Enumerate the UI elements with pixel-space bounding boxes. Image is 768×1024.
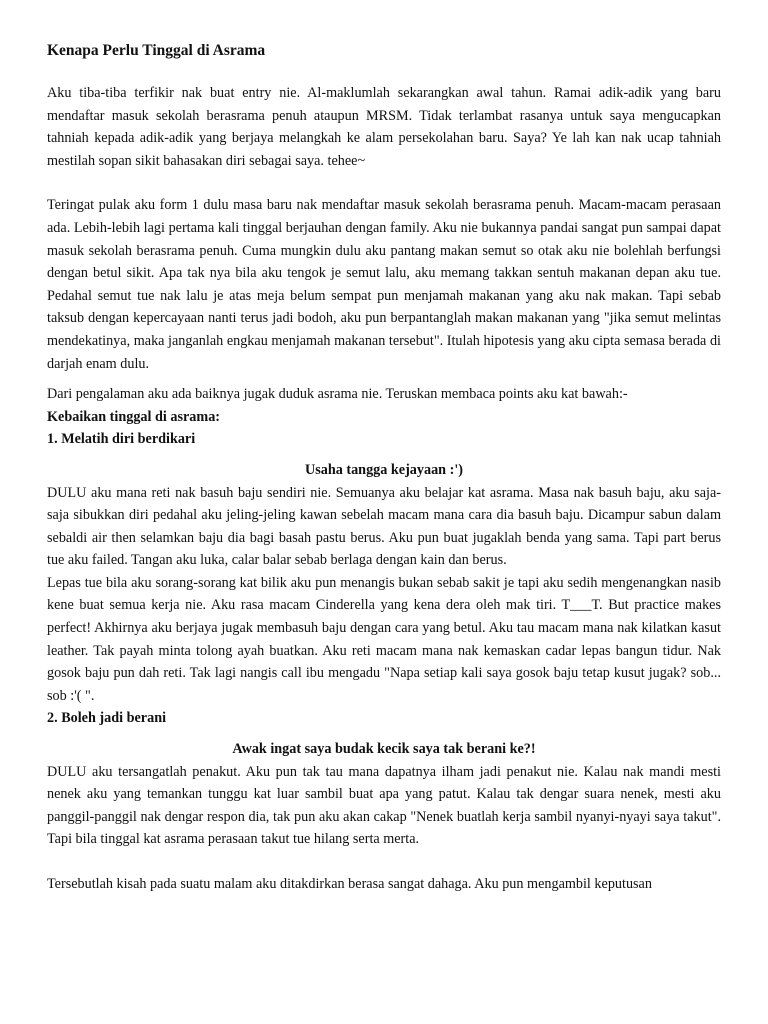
paragraph-spacer bbox=[47, 851, 721, 873]
paragraph-spacer bbox=[47, 375, 721, 383]
paragraph-spacer bbox=[47, 451, 721, 459]
page-title: Kenapa Perlu Tinggal di Asrama bbox=[47, 42, 266, 59]
paragraph-spacer bbox=[47, 172, 721, 194]
point-1-heading: 1. Melatih diri berdikari bbox=[47, 431, 196, 448]
point-1-paragraph-1: DULU aku mana reti nak basuh baju sendiri nie. Semuanya aku belajar kat asrama. Masa nak basuh baju, aku saja-saja sibukkan diri pedahal aku jeling-jeling kawan sebelah macam mana cara dia basuh baju. Dicampur sabun dalam sebaldi air then selamkan baju dia bagi basah pastu berus. Aku pun buat jugaklah benda yang sama. Tapi part berus tue aku failed. Tangan aku luka, calar balar sebab berlaga dengan kain dan berus. bbox=[47, 484, 721, 569]
memory-paragraph: Teringat pulak aku form 1 dulu masa baru nak mendaftar masuk sekolah berasrama penuh. Macam-macam perasaan ada. Lebih-lebih lagi pertama kali tinggal berjauhan dengan family. Aku nie bukannya pandai sangat pun sampai dapat masuk sekolah berasrama penuh. Cuma mungkin dulu aku pantang makan semut so otak aku nie bolehlah berfungsi dengan betul sikit. Apa tak nya bila aku tengok je semut lalu, aku memang takkan sentuh makanan depan aku tue. Pedahal semut tue nak lalu je atas meja belum sempat pun menjamah makanan yang aku nak makan. Tapi sebab taksub dengan kepercayaan nanti terus jadi bodoh, aku pun berpantanglah makan makanan yang "jika semut melintas mendekatinya, maka janganlah engkau menjamah makanan tersebut". Itulah hipotesis yang aku cipta semasa berada di darjah enam dulu. bbox=[47, 197, 721, 372]
experience-paragraph: Dari pengalaman aku ada baiknya jugak duduk asrama nie. Teruskan membaca points aku kat bawah:- bbox=[47, 386, 628, 403]
point-1-subtitle: Usaha tangga kejayaan :') bbox=[304, 461, 464, 478]
benefits-heading: Kebaikan tinggal di asrama: bbox=[47, 408, 221, 425]
point-1-paragraph-2: Lepas tue bila aku sorang-sorang kat bilik aku pun menangis bukan sebab sakit je tapi aku sedih mengenangkan nasib kene buat semua kerja nie. Aku rasa macam Cinderella yang kena dera oleh mak tiri. T___T. But practice makes perfect! Akhirnya aku berjaya jugak membasuh baju dengan cara yang betul. Aku tau macam mana nak kilatkan kasut leather. Tak payah minta tolong ayah buatkan. Aku reti macam mana nak kemaskan cadar lepas bangun tidur. Nak gosok baju pun dah reti. Tak lagi nangis call ibu mengadu "Napa setiap kali saya gosok baju tetap kusut jugak? sob... sob :'( ". bbox=[47, 574, 721, 704]
point-2-subtitle: Awak ingat saya budak kecik saya tak berani ke?! bbox=[232, 741, 536, 758]
intro-paragraph: Aku tiba-tiba terfikir nak buat entry nie. Al-maklumlah sekarangkan awal tahun. Ramai adik-adik yang baru mendaftar masuk sekolah berasrama penuh ataupun MRSM. Tidak terlambat rasanya untuk saya mengucapkan tahniah kepada adik-adik yang berjaya melangkah ke alam persekolahan baru. Saya? Ye lah kan nak ucap tahniah mestilah sopan sikit bahasakan diri sebagai saya. tehee~ bbox=[47, 85, 721, 169]
point-2-paragraph-2: Tersebutlah kisah pada suatu malam aku ditakdirkan berasa sangat dahaga. Aku pun mengambil keputusan bbox=[47, 876, 652, 892]
point-2-heading: 2. Boleh jadi berani bbox=[47, 710, 167, 727]
point-2-paragraph-1: DULU aku tersangatlah penakut. Aku pun tak tau mana dapatnya ilham jadi penakut nie. Kalau nak mandi mesti nenek aku yang temankan tunggu kat luar sambil buat apa yang patut. Kalau tak dengar suara nenek, mesti aku panggil-panggil nak dengar respon dia, tak pun aku akan cakap "Nenek buatlah kerja sambil nyanyi-nyayi saya takut". Tapi bila tinggal kat asrama perasaan takut tue hilang serta merta. bbox=[47, 763, 721, 848]
paragraph-spacer bbox=[47, 730, 721, 738]
